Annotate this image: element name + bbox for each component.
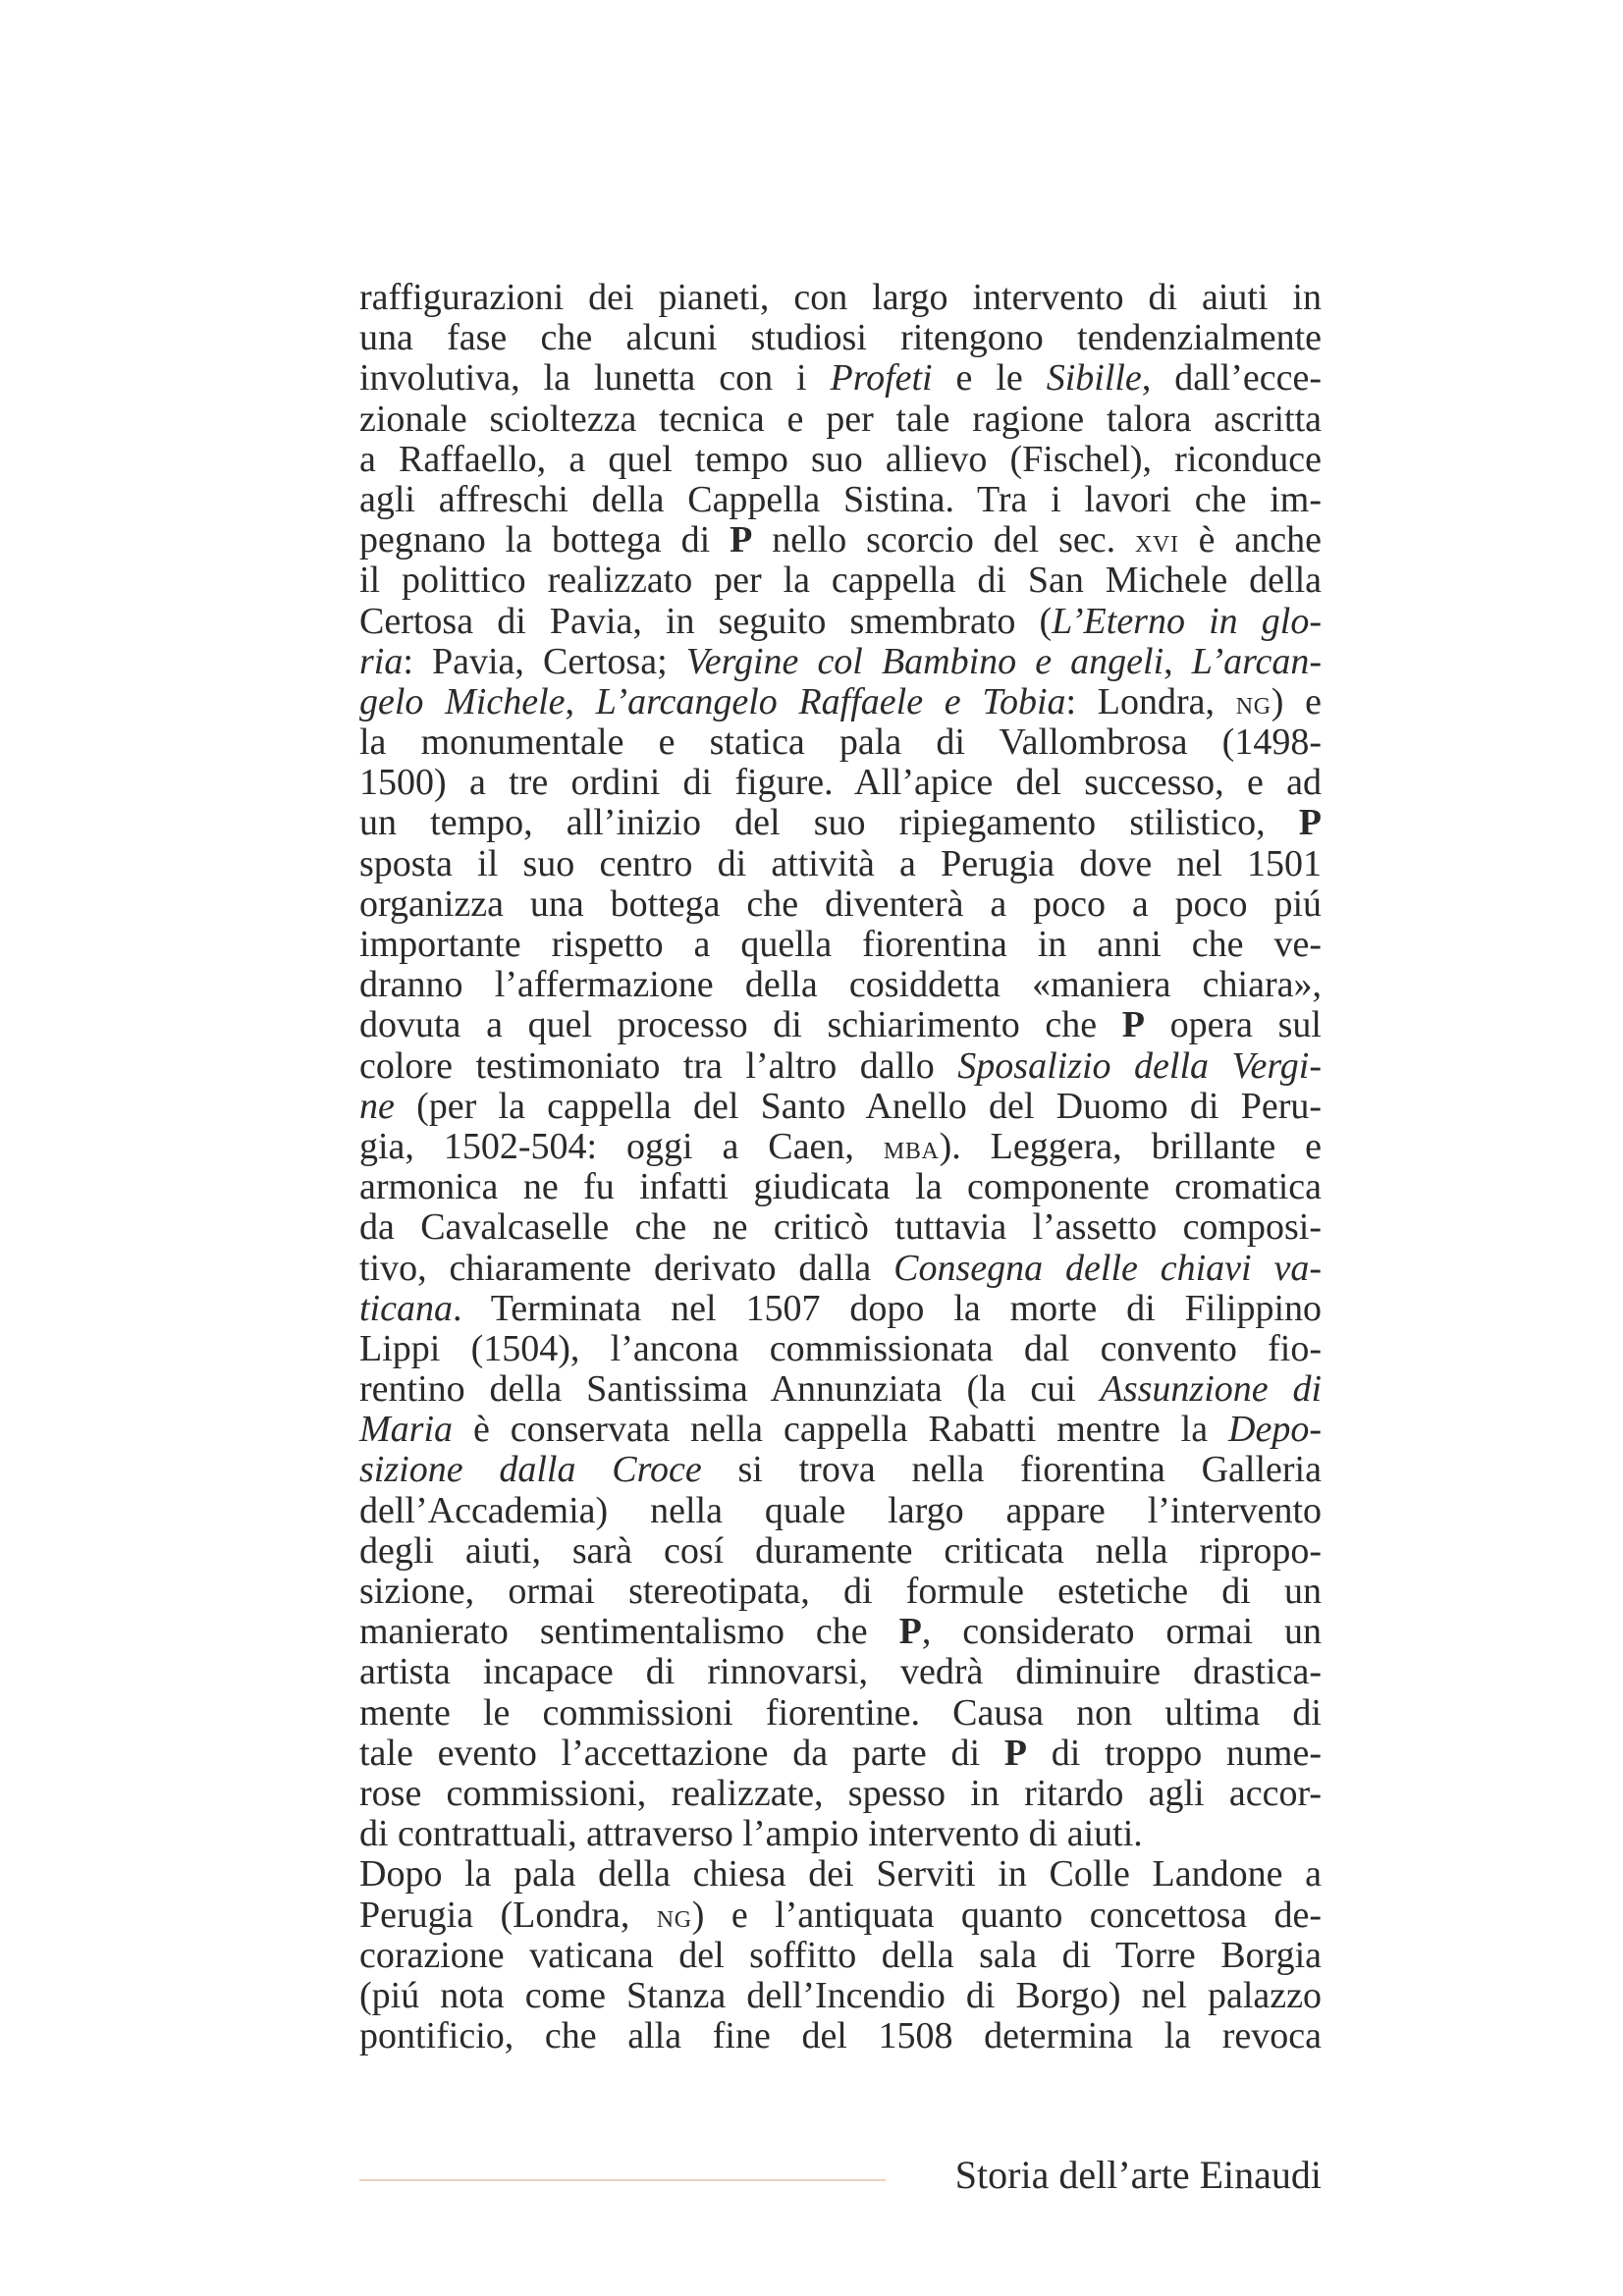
text-line	[359, 1814, 1322, 1854]
text-segment: rose commissioni, realizzate, spesso in ritardo agli accor-	[359, 1772, 1322, 1814]
italic-text: gelo Michele	[359, 680, 566, 722]
italic-text: Assunzione di	[1100, 1368, 1322, 1411]
text-segment: pontificio, che alla fine del 1508 determina la revoca	[359, 2015, 1322, 2057]
small-caps-text: xvi	[1134, 521, 1179, 561]
text-segment: . Terminata nel 1507 dopo la morte di Filippino	[452, 1287, 1322, 1329]
bold-text: P	[1121, 1004, 1145, 1046]
italic-text: Depo-	[1228, 1409, 1322, 1451]
text-line	[359, 1207, 1322, 1248]
text-line	[359, 1693, 1322, 1734]
text-line	[359, 1734, 1322, 1774]
text-line	[359, 1289, 1322, 1329]
bold-text: P	[1298, 802, 1322, 844]
text-line	[359, 722, 1322, 763]
text-line	[359, 1854, 1322, 1895]
text-segment: raffigurazioni dei pianeti, con largo intervento di aiuti in	[359, 277, 1322, 318]
text-segment: un tempo, all’inizio del suo ripiegamento stilistico,	[359, 802, 1299, 844]
italic-text: Vergine col Bambino e angeli	[685, 640, 1164, 682]
text-line	[359, 1249, 1322, 1289]
text-segment: pegnano la bottega di	[359, 519, 730, 561]
text-segment: è conservata nella cappella Rabatti mentre la	[453, 1409, 1229, 1451]
text-line	[359, 400, 1322, 440]
text-segment: gia, 1502-504: oggi a Caen,	[359, 1125, 884, 1167]
text-line	[359, 1329, 1322, 1369]
text-line	[359, 1005, 1322, 1045]
text-line	[359, 440, 1322, 480]
bold-text: P	[730, 519, 753, 561]
text-segment: degli aiuti, sarà cosí duramente criticata nella ripropo-	[359, 1529, 1322, 1572]
text-segment: : Londra,	[1065, 680, 1236, 722]
text-segment: la monumentale e statica pala di Vallombrosa (1498-	[359, 721, 1322, 764]
text-segment: dell’Accademia) nella quale largo appare l’intervento	[359, 1489, 1322, 1531]
text-line	[359, 925, 1322, 965]
italic-text: Maria	[359, 1409, 453, 1451]
text-line	[359, 1410, 1322, 1450]
text-segment: , considerato ormai un	[921, 1611, 1322, 1653]
text-segment: (per la cappella del Santo Anello del Duomo di Peru-	[394, 1085, 1322, 1127]
text-line	[359, 318, 1322, 358]
text-segment: e le	[932, 357, 1047, 400]
text-line	[359, 1936, 1322, 1976]
text-segment: a Raffaello, a quel tempo suo allievo (Fischel), riconduce	[359, 438, 1322, 480]
text-line	[359, 1774, 1322, 1814]
text-line	[359, 1127, 1322, 1167]
text-line	[359, 1896, 1322, 1936]
text-segment: Lippi (1504), l’ancona commissionata dal convento fio-	[359, 1327, 1322, 1369]
text-line	[359, 1369, 1322, 1410]
italic-text: Sibille	[1046, 357, 1142, 400]
italic-text: L’Eterno in glo-	[1052, 600, 1323, 642]
text-segment: artista incapace di rinnovarsi, vedrà diminuire drastica-	[359, 1651, 1322, 1693]
small-caps-text: ng	[1235, 682, 1271, 721]
text-segment: corazione vaticana del soffitto della sala di Torre Borgia	[359, 1934, 1322, 1976]
italic-text: Profeti	[830, 357, 933, 400]
text-segment: ,	[1163, 640, 1192, 682]
text-segment: ) e	[1271, 680, 1322, 722]
text-segment: ). Leggera, brillante e	[939, 1125, 1322, 1167]
footer-book-title: Storia dell’arte Einaudi	[954, 2153, 1322, 2197]
text-segment: 1500) a tre ordini di figure. All’apice del successo, e ad	[359, 762, 1322, 804]
text-line	[359, 1976, 1322, 2016]
text-line	[359, 1491, 1322, 1531]
bold-text: P	[1003, 1732, 1027, 1774]
text-segment: Perugia (Londra,	[359, 1894, 657, 1936]
text-line	[359, 642, 1322, 682]
text-line	[359, 358, 1322, 399]
text-line	[359, 1167, 1322, 1207]
text-segment: una fase che alcuni studiosi ritengono tendenzialmente	[359, 317, 1322, 359]
text-line	[359, 763, 1322, 803]
italic-text: Consegna delle chiavi va-	[893, 1247, 1323, 1289]
text-segment: dovuta a quel processo di schiarimento che	[359, 1004, 1122, 1046]
text-segment: sposta il suo centro di attività a Perugia dove nel 1501	[359, 842, 1322, 884]
text-line	[359, 803, 1322, 843]
italic-text: ne	[359, 1085, 395, 1127]
text-line	[359, 480, 1322, 520]
text-line	[359, 1450, 1322, 1490]
footer-divider	[359, 2179, 886, 2181]
small-caps-text: mba	[883, 1127, 940, 1166]
text-segment: si trova nella fiorentina Galleria	[701, 1449, 1322, 1491]
text-segment: involutiva, la lunetta con i	[359, 357, 831, 400]
text-line	[359, 1046, 1322, 1087]
text-line	[359, 1652, 1322, 1692]
text-line	[359, 965, 1322, 1005]
text-segment: di troppo nume-	[1026, 1732, 1322, 1774]
text-segment: ) e l’antiquata quanto concettosa de-	[691, 1894, 1322, 1936]
text-segment: armonica ne fu infatti giudicata la componente cromatica	[359, 1166, 1322, 1208]
small-caps-text: ng	[656, 1896, 692, 1935]
text-segment: opera sul	[1144, 1004, 1322, 1046]
text-segment: : Pavia, Certosa;	[403, 640, 686, 682]
text-line	[359, 520, 1322, 561]
text-segment: mente le commissioni fiorentine. Causa non ultima di	[359, 1691, 1322, 1734]
text-line	[359, 2016, 1322, 2056]
text-line	[359, 1612, 1322, 1652]
text-segment: importante rispetto a quella fiorentina in anni che ve-	[359, 924, 1322, 965]
text-segment: (piú nota come Stanza dell’Incendio di Borgo) nel palazzo	[359, 1974, 1322, 2016]
italic-text: sizione dalla Croce	[359, 1449, 702, 1491]
text-segment: da Cavalcaselle che ne criticò tuttavia l’assetto composi-	[359, 1206, 1322, 1249]
text-segment: tivo, chiaramente derivato dalla	[359, 1247, 894, 1289]
text-line	[359, 561, 1322, 601]
text-segment: , dall’ecce-	[1141, 357, 1322, 400]
italic-text: ria	[359, 640, 404, 682]
text-segment: rentino della Santissima Annunziata (la cui	[359, 1368, 1101, 1411]
text-segment: il polittico realizzato per la cappella di San Michele della	[359, 560, 1322, 602]
text-segment: tale evento l’accettazione da parte di	[359, 1732, 1004, 1774]
text-line	[359, 602, 1322, 642]
text-line	[359, 1087, 1322, 1127]
text-line	[359, 1531, 1322, 1572]
italic-text: L’arcan-	[1191, 640, 1323, 682]
text-segment: nello scorcio del sec.	[752, 519, 1135, 561]
text-segment: manierato sentimentalismo che	[359, 1611, 899, 1653]
text-segment: agli affreschi della Cappella Sistina. Tra i lavori che im-	[359, 478, 1322, 520]
text-line	[359, 682, 1322, 722]
text-segment: dranno l’affermazione della cosiddetta «maniera chiara»,	[359, 964, 1322, 1006]
italic-text: Sposalizio della Vergi-	[957, 1044, 1323, 1087]
text-line	[359, 1572, 1322, 1612]
text-segment: zionale scioltezza tecnica e per tale ragione talora ascritta	[359, 398, 1322, 440]
text-segment: sizione, ormai stereotipata, di formule estetiche di un	[359, 1571, 1322, 1612]
text-line	[359, 884, 1322, 925]
text-segment: organizza una bottega che diventerà a poco a poco piú	[359, 882, 1322, 925]
bold-text: P	[898, 1611, 922, 1653]
text-segment: colore testimoniato tra l’altro dallo	[359, 1044, 958, 1087]
text-segment: è anche	[1178, 519, 1322, 561]
italic-text: L’arcangelo Raffaele e Tobia	[595, 680, 1066, 722]
text-line	[359, 844, 1322, 884]
text-segment: Dopo la pala della chiesa dei Serviti in Colle Landone a	[359, 1853, 1322, 1896]
text-segment: ,	[565, 680, 596, 722]
italic-text: ticana	[359, 1287, 453, 1329]
body-text	[359, 278, 1322, 2056]
text-line	[359, 278, 1322, 318]
text-segment: di contrattuali, attraverso l’ampio intervento di aiuti.	[359, 1813, 1143, 1855]
text-segment: Certosa di Pavia, in seguito smembrato (	[359, 600, 1053, 642]
